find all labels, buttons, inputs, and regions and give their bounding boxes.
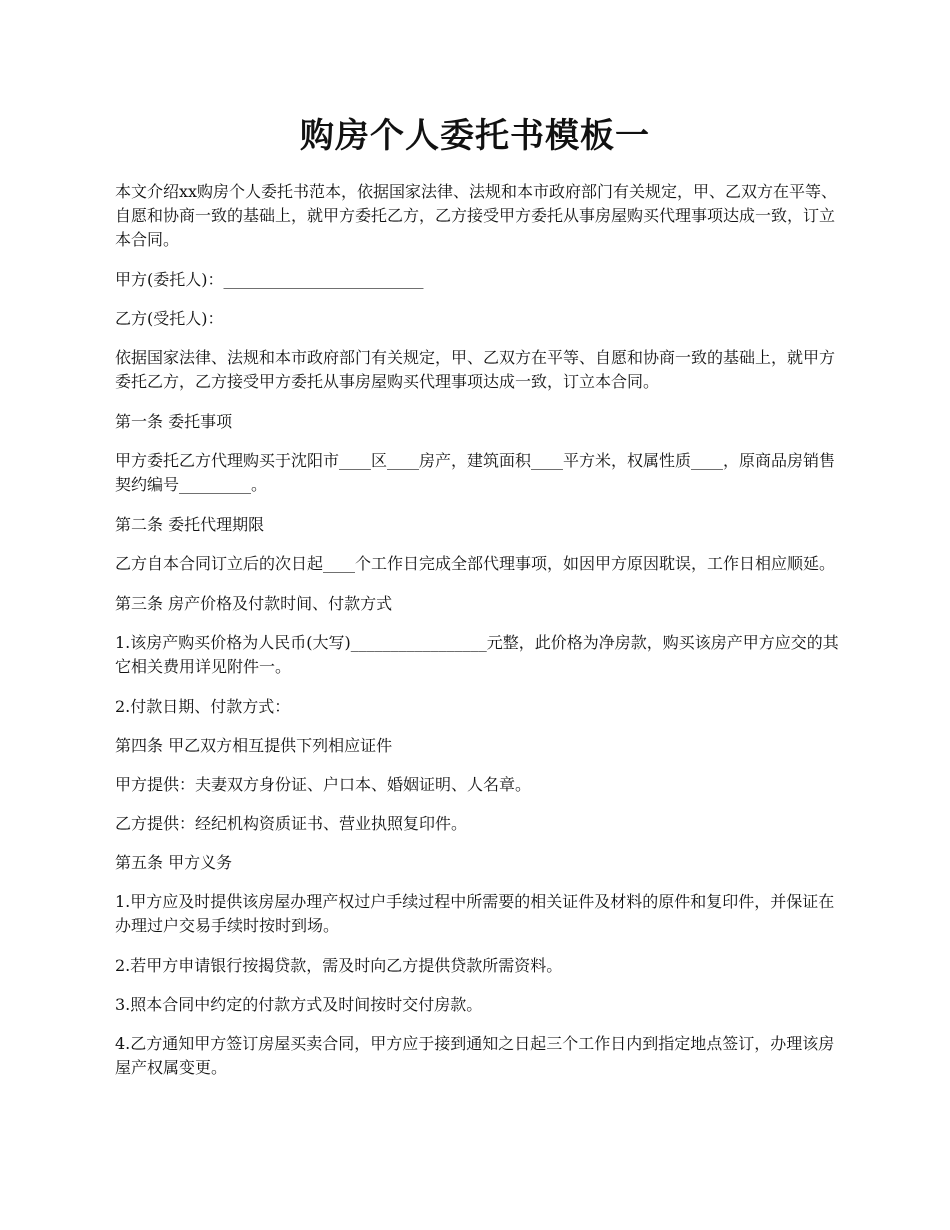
article-4-heading: 第四条 甲乙双方相互提供下列相应证件 [115,736,393,755]
party-a-documents: 甲方提供：夫妻双方身份证、户口本、婚姻证明、人名章。 [115,775,532,794]
article-2-heading: 第二条 委托代理期限 [115,515,265,534]
intro-paragraph: 本文介绍xx购房个人委托书范本，依据国家法律、法规和本市政府部门有关规定，甲、乙双方在平等、自愿和协商一致的基础上，就甲方委托乙方，乙方接受甲方委托从事房屋购买代理事项达成一致，订立本合同。 [115,182,838,249]
basis-paragraph: 依据国家法律、法规和本市政府部门有关规定，甲、乙双方在平等、自愿和协商一致的基础上，就甲方委托乙方，乙方接受甲方委托从事房屋购买代理事项达成一致，订立本合同。 [115,348,836,391]
article-5-item-1: 1.甲方应及时提供该房屋办理产权过户手续过程中所需要的相关证件及材料的原件和复印件，并保证在办理过户交易手续时按时到场。 [115,892,835,935]
article-5-heading: 第五条 甲方义务 [115,853,233,872]
article-5-item-2: 2.若甲方申请银行按揭贷款，需及时向乙方提供贷款所需资料。 [115,956,563,975]
article-2-text: 乙方自本合同订立后的次日起____个工作日完成全部代理事项，如因甲方原因耽误，工作日相应顺延。 [115,554,836,573]
article-3-item-1: 1.该房产购买价格为人民币(大写)_________________元整，此价格为净房款，购买该房产甲方应交的其它相关费用详见附件一。 [115,633,839,676]
article-5-item-4: 4.乙方通知甲方签订房屋买卖合同，甲方应于接到通知之日起三个工作日内到指定地点签订，办理该房屋产权属变更。 [115,1034,835,1077]
article-1-text: 甲方委托乙方代理购买于沈阳市____区____房产，建筑面积____平方米，权属性质____，原商品房销售契约编号_________。 [115,451,836,494]
document-title: 购房个人委托书模板一 [300,116,650,156]
party-b-line: 乙方(受托人)： [115,309,224,328]
article-3-heading: 第三条 房产价格及付款时间、付款方式 [115,594,393,613]
party-b-documents: 乙方提供：经纪机构资质证书、营业执照复印件。 [115,814,468,833]
article-3-item-2: 2.付款日期、付款方式： [115,697,291,716]
article-1-heading: 第一条 委托事项 [115,412,233,431]
document-body [115,180,845,1096]
article-5-item-3: 3.照本合同中约定的付款方式及时间按时交付房款。 [115,995,483,1014]
party-a-line: 甲方(委托人)：_________________________ [115,270,424,289]
